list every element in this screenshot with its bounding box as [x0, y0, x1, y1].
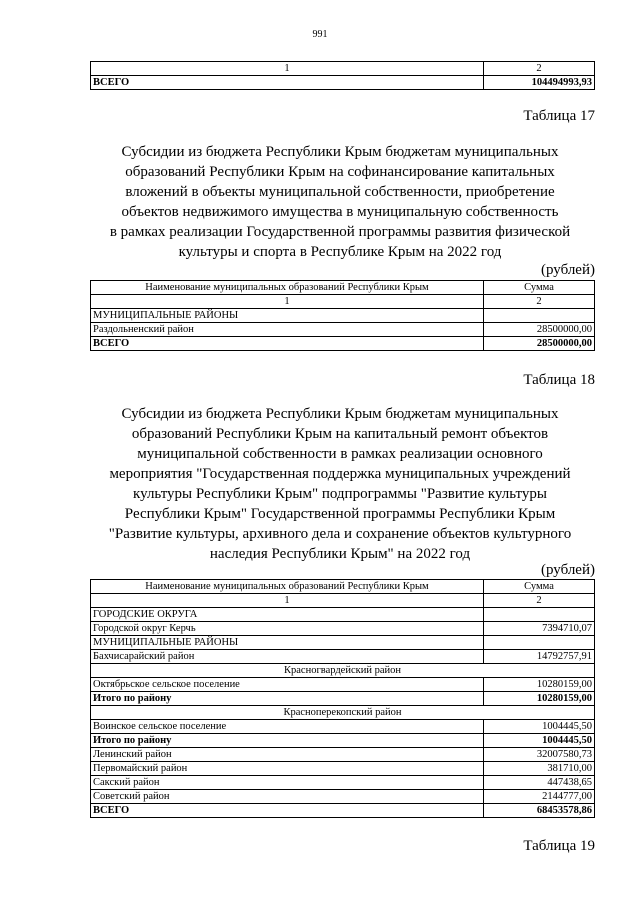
- column-number-cell: 1: [91, 62, 484, 76]
- title-line: вложений в объекты муниципальной собственности, приобретение: [125, 184, 555, 200]
- total-label-cell: ВСЕГО: [91, 337, 484, 351]
- column-number-cell: 1: [91, 594, 484, 608]
- table-row: [91, 664, 595, 678]
- total-value-cell: 104494993,93: [484, 76, 595, 90]
- district-header-cell: Красногвардейский район: [91, 664, 595, 678]
- row-name-cell: Первомайский район: [91, 762, 484, 776]
- row-value-cell: [484, 309, 595, 323]
- table-row: [91, 608, 595, 622]
- table-row: [91, 309, 595, 323]
- table-18-label: Таблица 18: [523, 372, 595, 388]
- page-number: 991: [312, 29, 328, 40]
- title-line: в рамках реализации Государственной программы развития физической: [109, 224, 571, 240]
- row-value-cell: 28500000,00: [484, 323, 595, 337]
- title-line: наследия Республики Крым" на 2022 год: [209, 546, 471, 562]
- row-value-cell: 10280159,00: [484, 678, 595, 692]
- title-line: Субсидии из бюджета Республики Крым бюджетам муниципальных: [121, 406, 559, 422]
- continuation-table: [90, 61, 595, 90]
- column-number-cell: 2: [484, 295, 595, 309]
- table-header-row: [91, 580, 595, 594]
- row-name-cell: Советский район: [91, 790, 484, 804]
- title-line: муниципальной собственности в рамках реализации основного: [137, 446, 543, 462]
- subtotal-value-cell: 10280159,00: [484, 692, 595, 706]
- district-header-cell: Красноперекопский район: [91, 706, 595, 720]
- table-17-units: (рублей): [540, 262, 595, 278]
- row-value-cell: 14792757,91: [484, 650, 595, 664]
- column-number-cell: 1: [91, 295, 484, 309]
- row-name-cell: МУНИЦИПАЛЬНЫЕ РАЙОНЫ: [91, 309, 484, 323]
- table-row: [91, 706, 595, 720]
- row-value-cell: 381710,00: [484, 762, 595, 776]
- column-header: Наименование муниципальных образований Республики Крым: [91, 580, 484, 594]
- row-value-cell: 1004445,50: [484, 720, 595, 734]
- table-header-row: [91, 281, 595, 295]
- row-value-cell: 447438,65: [484, 776, 595, 790]
- column-number-cell: 2: [484, 62, 595, 76]
- subtotal-value-cell: 1004445,50: [484, 734, 595, 748]
- subtotal-label-cell: Итого по району: [91, 734, 484, 748]
- total-label-cell: ВСЕГО: [91, 76, 484, 90]
- total-value-cell: 28500000,00: [484, 337, 595, 351]
- table-row: [91, 295, 595, 309]
- row-name-cell: Городской округ Керчь: [91, 622, 484, 636]
- table-row: [91, 622, 595, 636]
- table-17-label: Таблица 17: [523, 108, 595, 124]
- table-row: [91, 748, 595, 762]
- row-name-cell: Бахчисарайский район: [91, 650, 484, 664]
- title-line: культуры и спорта в Республике Крым на 2022 год: [178, 244, 502, 260]
- row-name-cell: Ленинский район: [91, 748, 484, 762]
- table-18: [90, 579, 595, 818]
- table-row: [91, 76, 595, 90]
- column-header: Сумма: [484, 281, 595, 295]
- column-number-cell: 2: [484, 594, 595, 608]
- row-name-cell: Воинское сельское поселение: [91, 720, 484, 734]
- table-row: [91, 594, 595, 608]
- table-row: [91, 790, 595, 804]
- row-value-cell: [484, 608, 595, 622]
- table-17-title: [80, 142, 600, 262]
- table-row: [91, 720, 595, 734]
- table-row: [91, 337, 595, 351]
- row-name-cell: Раздольненский район: [91, 323, 484, 337]
- title-line: Республики Крым" Государственной программы Республики Крым: [124, 506, 556, 522]
- table-row: [91, 804, 595, 818]
- row-name-cell: Сакский район: [91, 776, 484, 790]
- column-header: Сумма: [484, 580, 595, 594]
- table-row: [91, 650, 595, 664]
- row-value-cell: 7394710,07: [484, 622, 595, 636]
- subtotal-label-cell: Итого по району: [91, 692, 484, 706]
- row-value-cell: 2144777,00: [484, 790, 595, 804]
- title-line: образований Республики Крым на софинансирование капитальных: [125, 164, 555, 180]
- total-value-cell: 68453578,86: [484, 804, 595, 818]
- table-17: [90, 280, 595, 351]
- column-header: Наименование муниципальных образований Республики Крым: [91, 281, 484, 295]
- row-value-cell: 32007580,73: [484, 748, 595, 762]
- section-name-cell: ГОРОДСКИЕ ОКРУГА: [91, 608, 484, 622]
- table-18-title: [80, 404, 600, 564]
- title-line: культуры Республики Крым" подпрограммы "Развитие культуры: [133, 486, 547, 502]
- table-row: [91, 734, 595, 748]
- table-row: [91, 776, 595, 790]
- table-row: [91, 678, 595, 692]
- title-line: мероприятия "Государственная поддержка муниципальных учреждений: [109, 466, 571, 482]
- title-line: Субсидии из бюджета Республики Крым бюджетам муниципальных: [121, 144, 559, 160]
- table-row: [91, 62, 595, 76]
- title-line: "Развитие культуры, архивного дела и сохранение объектов культурного: [108, 526, 572, 542]
- total-label-cell: ВСЕГО: [91, 804, 484, 818]
- table-row: [91, 636, 595, 650]
- table-row: [91, 762, 595, 776]
- title-line: объектов недвижимого имущества в муниципальную собственность: [121, 204, 559, 220]
- row-value-cell: [484, 636, 595, 650]
- table-19-label: Таблица 19: [523, 838, 595, 854]
- table-18-units: (рублей): [540, 562, 595, 578]
- row-name-cell: Октябрьское сельское поселение: [91, 678, 484, 692]
- title-line: образований Республики Крым на капитальный ремонт объектов: [131, 426, 549, 442]
- section-name-cell: МУНИЦИПАЛЬНЫЕ РАЙОНЫ: [91, 636, 484, 650]
- table-row: [91, 692, 595, 706]
- table-row: [91, 323, 595, 337]
